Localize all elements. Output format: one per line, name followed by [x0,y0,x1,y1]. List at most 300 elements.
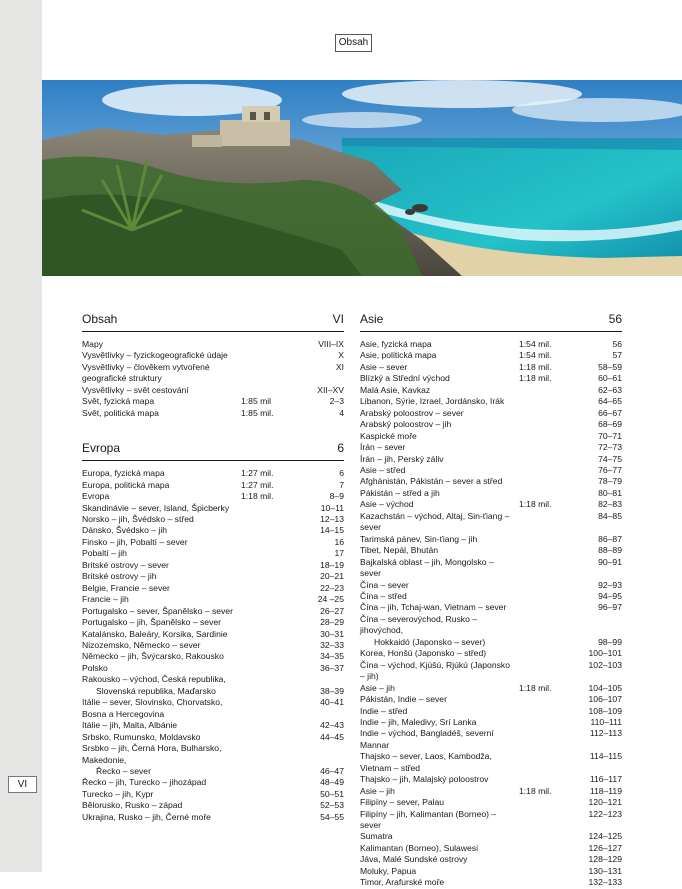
entry-pages: 46–47 [320,765,344,776]
entry-title-line: Turecko – jih, Kypr [82,788,154,799]
entry-title [360,728,519,751]
entry-title [82,537,241,548]
entry-title-line: Sumatra [360,831,393,842]
entry-title-line: Itálie – jih, Malta, Albánie [82,720,178,731]
entry-title-line: Rakousko – východ, Česká republika, [82,674,226,685]
entry-title [82,548,241,559]
entry-pages: 50–51 [320,788,344,799]
entry-pages: 112–113 [589,728,622,739]
toc-entry [360,786,622,797]
entry-title [82,350,241,361]
entry-pages: 116–117 [589,774,622,785]
toc-entry [82,548,344,559]
entry-title [360,614,519,648]
entry-scale: 1:85 mil. [241,407,274,418]
toc-entry [82,339,344,350]
toc-entry [82,571,344,582]
entry-title [360,602,519,613]
toc-right-column [360,312,622,889]
entry-pages: 54–55 [320,811,344,822]
photo-illustration [42,80,682,276]
entry-pages: 28–29 [320,617,344,628]
page-margin-strip [0,0,42,872]
entry-title [360,557,519,580]
entry-title-line: Čína – sever [360,579,409,590]
entry-title-line: Portugalsko – sever, Španělsko – sever [82,605,233,616]
entry-title [82,491,241,502]
toc-entry [82,594,344,605]
entry-pages: 62–63 [598,384,622,395]
entry-title-line: Svět, fyzická mapa [82,396,155,407]
toc-entry [360,683,622,694]
toc-entry [360,694,622,705]
entry-scale: 1:18 mil. [519,785,552,796]
entry-scale: 1:18 mil. [519,361,552,372]
entry-title-line: Skandinávie – sever, Island, Špicberky [82,502,230,513]
entry-pages: 8–9 [329,491,344,502]
entry-title [82,408,241,419]
toc-section-evropa [82,441,344,823]
entry-title-line: Pákistán, Indie – sever [360,694,447,705]
entry-title-line: Dánsko, Švédsko – jih [82,525,168,536]
entry-pages: 57 [612,350,622,361]
entry-title-continuation: Řecko – sever [96,765,151,776]
entry-title-line: Arabský poloostrov – sever [360,407,464,418]
entry-title-line: Kalimantan (Borneo), Sulawesi [360,842,478,853]
toc-entry [360,660,622,683]
entry-pages: 68–69 [598,419,622,430]
entry-title-line: Ukrajina, Rusko – jih, Černé moře [82,811,211,822]
toc-entry [360,431,622,442]
entry-title [360,854,519,865]
toc-entry [82,732,344,743]
toc-entry [360,488,622,499]
entry-title-line: Norsko – jih, Švédsko – střed [82,513,194,524]
entry-title [360,545,519,556]
toc-entry [82,514,344,525]
entry-title-line: Thajsko – jih, Malajský poloostrov [360,774,489,785]
toc-entry [360,854,622,865]
entry-pages: 114–115 [589,751,622,762]
entry-pages: 118–119 [589,785,622,796]
toc-entry [360,350,622,361]
entry-title-line: Afghánistán, Pákistán – sever a střed [360,476,503,487]
entry-pages: 22–23 [320,582,344,593]
entry-title [360,350,519,361]
entry-pages: 17 [334,548,344,559]
toc-entry [360,877,622,888]
toc-section-obsah [82,312,344,419]
entry-title-line: Pákistán – střed a jih [360,487,440,498]
entry-pages: 98–99 [598,636,622,647]
section-heading [82,312,344,332]
entry-title-line: Finsko – jih, Pobaltí – sever [82,536,188,547]
entry-title-line: Asie, politická mapa [360,350,437,361]
entry-scale: 1:18 mil. [241,491,274,502]
toc-rows [82,468,344,823]
entry-title-line: Britské ostrovy – jih [82,571,157,582]
entry-title-line: Belgie, Francie – sever [82,582,170,593]
toc-entry [82,583,344,594]
entry-title [82,571,241,582]
entry-title-line: Kaspické moře [360,430,417,441]
entry-pages: 74–75 [598,453,622,464]
entry-title-line: Indie – střed [360,705,408,716]
entry-pages: 7 [339,479,344,490]
entry-title [360,488,519,499]
entry-title [82,606,241,617]
running-header-label: Obsah [335,34,372,52]
entry-title [82,594,241,605]
toc-entry [360,614,622,648]
entry-pages: 80–81 [598,487,622,498]
toc-entry [360,534,622,545]
entry-title-line: Vysvětlivky – fyzickogeografické údaje [82,350,228,361]
entry-title-line: Německo – jih, Švýcarsko, Rakousko [82,651,224,662]
entry-title [360,809,519,832]
entry-title [82,468,241,479]
page-number: VI [8,776,37,793]
entry-pages: 6 [339,468,344,479]
entry-title-line: Timor, Arafurské moře [360,877,445,888]
entry-scale: 1:85 mil [241,396,272,407]
entry-title [360,751,519,774]
toc-entry [360,557,622,580]
entry-title [360,385,519,396]
entry-pages: 120–121 [588,797,622,808]
toc-entry [82,362,344,385]
entry-pages: 92–93 [598,579,622,590]
toc-rows [82,339,344,419]
entry-title-line: Srsbko – jih, Černá Hora, Bulharsko, Makedonie, [82,743,222,765]
entry-pages: 102–103 [588,659,622,670]
entry-title-line: Bajkalská oblast – jih, Mongolsko – sever [360,556,494,579]
entry-title [360,454,519,465]
toc-entry [360,797,622,808]
entry-title [82,339,241,350]
entry-title-line: Asie – jih [360,682,395,693]
entry-title [82,503,241,514]
entry-title [82,629,241,640]
entry-title-line: Portugalsko – jih, Španělsko – sever [82,617,222,628]
entry-title-line: Indie – jih, Maledivy, Srí Lanka [360,716,477,727]
entry-pages: 78–79 [598,476,622,487]
toc-left-column [82,312,344,823]
toc-entry [360,580,622,591]
entry-title [82,525,241,536]
toc-entry [82,743,344,777]
entry-title [360,396,519,407]
entry-pages: 56 [612,339,622,349]
entry-title-line: Europa, fyzická mapa [82,468,165,479]
entry-title-line: Asie – jih [360,785,395,796]
entry-title [82,732,241,743]
entry-title-line: Indie – východ, Bangladéš, severní Mannar [360,728,494,750]
toc-rows [360,339,622,889]
entry-title-line: Čína – jih, Tchaj-wan, Vietnam – sever [360,602,507,613]
entry-pages: 94–95 [598,590,622,601]
entry-title-line: Polsko [82,662,108,673]
toc-entry [360,591,622,602]
entry-pages: X [338,350,344,361]
entry-title [360,476,519,487]
entry-scale: 1:18 mil. [519,499,552,510]
entry-title [82,789,241,800]
entry-pages: 96–97 [598,602,622,613]
entry-title-line: Vysvětlivky – člověkem vytvořené geografické struktury [82,361,210,384]
toc-entry [360,385,622,396]
entry-title-line: Asie – sever [360,361,408,372]
entry-title-continuation: Hokkaidó (Japonsko – sever) [374,636,486,647]
entry-pages: 38–39 [320,685,344,696]
entry-title-line: Itálie – sever, Slovinsko, Chorvatsko, Bosna a Hercegovina [82,697,223,719]
entry-pages: 90–91 [598,556,622,567]
entry-title-line: Arabský poloostrov – jih [360,419,452,430]
entry-title [360,683,519,694]
toc-entry [360,465,622,476]
entry-pages: 42–43 [320,720,344,731]
section-title: Obsah [82,312,118,326]
entry-title-line: Pobaltí – jih [82,548,127,559]
toc-entry [360,362,622,373]
entry-pages: 24 –25 [317,594,344,605]
entry-title [82,617,241,628]
entry-title [360,660,519,683]
toc-entry [360,499,622,510]
section-title: Evropa [82,441,121,456]
entry-pages: 130–131 [588,865,622,876]
entry-pages: 122–123 [588,808,622,819]
toc-entry [360,706,622,717]
toc-entry [82,491,344,502]
toc-entry [82,525,344,536]
entry-title-line: Řecko – jih, Turecko – jihozápad [82,777,207,788]
entry-title-line: Francie – jih [82,594,129,605]
entry-title-line: Filipíny – jih, Kalimantan (Borneo) – sever [360,808,497,831]
entry-title-line: Srbsko, Rumunsko, Moldavsko [82,731,201,742]
entry-title [82,697,241,720]
toc-entry [82,480,344,491]
entry-pages: 124–125 [588,831,622,842]
toc-entry [82,408,344,419]
toc-entry [360,831,622,842]
entry-title [360,373,519,384]
toc-entry [82,385,344,396]
entry-title-line: Mapy [82,339,104,349]
entry-pages: 132–133 [588,877,622,888]
entry-title-line: Čína – východ, Kjúšú, Rjúkú (Japonsko – jih) [360,659,510,682]
entry-title [82,800,241,811]
entry-title [360,534,519,545]
entry-pages: 110–111 [590,716,622,727]
entry-pages: 4 [339,407,344,418]
entry-scale: 1:54 mil. [519,339,552,349]
section-title: Asie [360,312,384,326]
entry-scale: 1:18 mil. [519,373,552,384]
entry-pages: 106–107 [588,694,622,705]
toc-entry [82,720,344,731]
toc-entry [360,751,622,774]
toc-entry [82,674,344,697]
toc-entry [82,777,344,788]
toc-entry [360,728,622,751]
entry-title-line: Asie, fyzická mapa [360,339,432,349]
toc-entry [82,396,344,407]
section-heading [82,441,344,461]
entry-title-line: Čína – střed [360,590,407,601]
toc-entry [360,442,622,453]
entry-title-line: Asie – východ [360,499,414,510]
entry-title [82,396,241,407]
toc-entry [360,408,622,419]
entry-pages: 88–89 [598,545,622,556]
entry-pages: 60–61 [598,373,622,384]
entry-title [82,640,241,651]
entry-title [360,362,519,373]
entry-pages: 82–83 [598,499,622,510]
entry-title [82,651,241,662]
entry-pages: XII–XV [317,384,344,395]
entry-title [82,480,241,491]
toc-entry [360,396,622,407]
entry-title [82,674,241,697]
toc-entry [82,560,344,571]
entry-pages: 108–109 [588,705,622,716]
entry-title [360,717,519,728]
entry-pages: 84–85 [598,510,622,521]
entry-pages: 48–49 [320,777,344,788]
toc-entry [82,537,344,548]
entry-pages: 2–3 [329,396,344,407]
entry-pages: 30–31 [320,628,344,639]
entry-pages: 32–33 [320,639,344,650]
entry-title-line: Tarimská pánev, Sin-ťiang – jih [360,533,478,544]
entry-title-line: Europa, politická mapa [82,479,170,490]
entry-title [360,843,519,854]
entry-pages: 16 [334,536,344,547]
entry-title [360,648,519,659]
entry-pages: 66–67 [598,407,622,418]
toc-entry [82,629,344,640]
entry-title [360,339,519,350]
entry-title [82,362,241,385]
entry-title-line: Jáva, Malé Sundské ostrovy [360,854,468,865]
entry-title [360,694,519,705]
entry-title [360,706,519,717]
entry-title [360,442,519,453]
toc-entry [82,812,344,823]
entry-title-line: Kazachstán – východ, Altaj, Sin-ťiang – sever [360,510,510,533]
entry-title [360,797,519,808]
entry-title-line: Malá Asie, Kavkaz [360,384,431,395]
toc-entry [82,617,344,628]
entry-pages: 72–73 [598,442,622,453]
toc-entry [360,454,622,465]
entry-title-line: Katalánsko, Baleáry, Korsika, Sardinie [82,628,228,639]
toc-entry [360,717,622,728]
entry-pages: 104–105 [588,682,622,693]
entry-title-line: Bělorusko, Rusko – západ [82,800,183,811]
section-page: VI [332,312,344,326]
entry-scale: 1:54 mil. [519,350,552,361]
entry-title [360,419,519,430]
entry-pages: 14–15 [320,525,344,536]
toc-entry [360,339,622,350]
entry-title [360,831,519,842]
entry-pages: 40–41 [320,697,344,708]
entry-title-line: Asie – střed [360,464,406,475]
entry-title-line: Blízký a Střední východ [360,373,450,384]
entry-pages: 44–45 [320,731,344,742]
entry-title [82,663,241,674]
entry-title [82,743,241,777]
entry-title [82,514,241,525]
entry-title-line: Moluky, Papua [360,865,417,876]
entry-title-line: Vysvětlivky – svět cestování [82,384,189,395]
entry-pages: 52–53 [320,800,344,811]
entry-pages: 20–21 [320,571,344,582]
entry-title [82,720,241,731]
entry-title [360,877,519,888]
entry-title [360,580,519,591]
entry-pages: 10–11 [320,502,344,513]
entry-title [360,499,519,510]
entry-title-line: Írán – jih, Perský záliv [360,453,444,464]
entry-title-line: Thajsko – sever, Laos, Kambodža, Vietnam – střed [360,751,492,773]
entry-title-line: Írán – sever [360,442,406,453]
entry-title [360,591,519,602]
toc-entry [82,468,344,479]
toc-entry [82,697,344,720]
entry-title [82,583,241,594]
toc-section-asie [360,312,622,889]
toc-entry [360,476,622,487]
entry-pages: 86–87 [598,533,622,544]
entry-title-line: Čína – severovýchod, Rusko – jihovýchod, [360,613,478,636]
toc-entry [82,640,344,651]
entry-title-line: Filipíny – sever, Palau [360,797,445,808]
toc-entry [82,651,344,662]
entry-pages: 126–127 [588,842,622,853]
entry-title-line: Svět, politická mapa [82,407,159,418]
entry-title [360,408,519,419]
toc-entry [82,789,344,800]
entry-title [360,786,519,797]
entry-title-line: Tibet, Nepál, Bhután [360,545,439,556]
entry-pages: 76–77 [598,464,622,475]
entry-scale: 1:18 mil. [519,682,552,693]
toc-entry [82,663,344,674]
toc-entry [82,350,344,361]
toc-entry [360,602,622,613]
entry-title-line: Libanon, Sýrie, Izrael, Jordánsko, Irák [360,396,505,407]
toc-entry [82,503,344,514]
entry-title-line: Britské ostrovy – sever [82,559,169,570]
entry-title-continuation: Slovenská republika, Maďarsko [96,685,216,696]
entry-title [82,385,241,396]
entry-pages: 26–27 [320,605,344,616]
section-page: 56 [608,312,622,326]
toc-entry [360,843,622,854]
entry-title [82,812,241,823]
entry-pages: 70–71 [598,430,622,441]
entry-pages: 64–65 [598,396,622,407]
toc-entry [360,809,622,832]
entry-title [360,431,519,442]
entry-pages: 36–37 [320,662,344,673]
entry-title-line: Evropa [82,491,110,502]
entry-scale: 1:27 mil. [241,479,274,490]
